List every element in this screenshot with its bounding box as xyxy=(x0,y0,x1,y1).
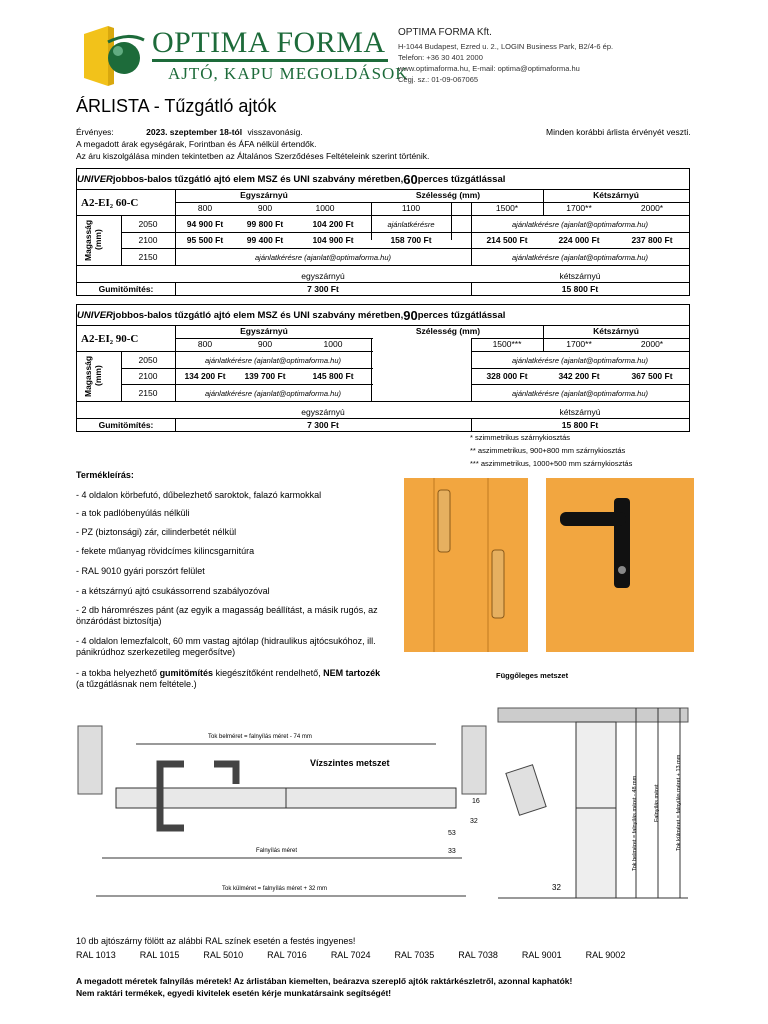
ral-color: RAL 1013 xyxy=(76,950,116,960)
dim-v-outer: Tok külméret = falnyílás méret + 13 mm xyxy=(676,754,682,852)
dim-opening: Falnyílás méret xyxy=(256,848,298,854)
footnote: *** aszimmetrikus, 1000+500 mm szárnykiosztás xyxy=(470,459,633,468)
width-col: 2000* xyxy=(640,203,664,213)
width-col: 900 xyxy=(257,339,273,349)
single-header: Egyszárnyú xyxy=(240,190,288,200)
height-value: 2050 xyxy=(138,354,158,365)
footnote: * szimmetrikus szárnykiosztás xyxy=(470,433,571,442)
footer-note: Nem raktári termékek, egyedi kivitelek esetén kérje munkatársaink segítségét! xyxy=(76,988,392,998)
price-cell: 139 700 Ft xyxy=(244,370,286,381)
info-line-2: Az áru kiszolgálása minden tekintetben az Általános Szerződéses Feltételeink szerint történik. xyxy=(76,151,430,161)
price-cell: 104 900 Ft xyxy=(312,234,354,245)
request-note: ajánlatkérésre (ajanlat@optimaforma.hu) xyxy=(511,252,648,262)
seal-double-label: kétszárnyú xyxy=(559,270,601,281)
price-cell: 328 000 Ft xyxy=(486,370,528,381)
width-col: 900 xyxy=(257,203,273,213)
ral-color: RAL 7035 xyxy=(394,950,435,960)
height-value: 2050 xyxy=(138,218,158,229)
handle-photo xyxy=(546,478,694,652)
width-col: 1700** xyxy=(566,339,592,349)
height-label: Magasság (mm) xyxy=(83,355,103,397)
company-phone: Telefon: +36 30 401 2000 xyxy=(398,53,483,62)
height-label: Magasság (mm) xyxy=(83,219,103,261)
price-cell: 134 200 Ft xyxy=(184,370,226,381)
width-col: 1700** xyxy=(566,203,592,213)
request-note: ajánlatkérésre (ajanlat@optimaforma.hu) xyxy=(204,388,341,398)
ral-color: RAL 9001 xyxy=(521,950,562,960)
ral-color: RAL 5010 xyxy=(203,950,244,960)
validity-line: Érvényes: 2023. szeptember 18-tól visszavonásig. xyxy=(76,127,303,137)
dim-value: 53 xyxy=(448,830,456,837)
dim-v-inner: Tok belméret = falnyílás méret - 48 mm xyxy=(632,775,638,871)
seal-double-price: 15 800 Ft xyxy=(561,419,599,430)
request-note: ajánlatkérésre (ajanlat@optimaforma.hu) xyxy=(204,355,341,365)
brand-divider xyxy=(152,59,388,62)
price-cell: 342 200 Ft xyxy=(558,370,600,381)
height-value: 2100 xyxy=(138,370,158,381)
ral-color: RAL 1015 xyxy=(139,950,180,960)
width-col: 2000* xyxy=(640,339,664,349)
price-cell: 224 000 Ft xyxy=(558,234,600,245)
seal-label: Gumitömítés: xyxy=(98,283,154,294)
price-cell: 94 900 Ft xyxy=(186,218,224,229)
price-cell: 237 800 Ft xyxy=(631,234,673,245)
description-item: - 4 oldalon körbefutó, dűbelezhető saroktok, falazó karmokkal xyxy=(76,490,322,500)
single-header: Egyszárnyú xyxy=(240,326,288,336)
price-cell: 367 500 Ft xyxy=(631,370,673,381)
ral-text: 10 db ajtószárny fölött az alábbi RAL színek esetén a festés ingyenes! xyxy=(76,936,356,946)
seal-single-price: 7 300 Ft xyxy=(307,283,339,294)
description-item: - PZ (biztonsági) zár, cilinderbetét nélkül xyxy=(76,527,237,537)
height-value: 2100 xyxy=(138,234,158,245)
width-col: 800 xyxy=(197,339,213,349)
ral-color: RAL 7038 xyxy=(458,950,498,960)
description-item: - fekete műanyag rövidcímes kilincsgarnitúra xyxy=(76,546,255,556)
height-value: 2150 xyxy=(138,387,158,398)
dim-tok-outer: Tok külméret = falnyílás méret + 32 mm xyxy=(222,886,328,892)
price-cell: 104 200 Ft xyxy=(312,218,354,229)
price-cell: 95 500 Ft xyxy=(186,234,224,245)
height-value: 2150 xyxy=(138,251,158,262)
width-header: Szélesség (mm) xyxy=(415,326,481,336)
table-heading: UNIVER jobbos-balos tűzgátló ajtó elem MSZ és UNI szabvány méretben, 90 perces tűzgátlással xyxy=(77,307,506,323)
price-table-90 xyxy=(76,304,690,432)
table-code: A2-EI₂ 60-C xyxy=(81,196,139,209)
price-cell: 99 400 Ft xyxy=(246,234,284,245)
ral-color: RAL 7024 xyxy=(330,950,371,960)
dim-value: 33 xyxy=(448,848,456,855)
footnote: ** aszimmetrikus, 900+800 mm szárnykiosztás xyxy=(470,446,626,455)
brand-subtitle: AJTÓ, KAPU MEGOLDÁSOK xyxy=(168,64,409,83)
table-heading: UNIVER jobbos-balos tűzgátló ajtó elem MSZ és UNI szabvány méretben, 60 perces tűzgátlással xyxy=(77,171,506,187)
description-item: - 2 db háromrészes pánt (az egyik a magasság beállítást, a másik rugós, az önzáródást biztosítja) xyxy=(76,605,378,626)
footer-note: A megadott méretek falnyílás méretek! Az árlistában kiemelten, beárazva szereplő ajtók raktárkészletről, azonnal kaphatók! xyxy=(76,976,573,986)
description-title: Termékleírás: xyxy=(76,470,134,480)
price-cell: 214 500 Ft xyxy=(486,234,528,245)
width-col: 1000 xyxy=(315,203,335,213)
price-cell: 145 800 Ft xyxy=(312,370,354,381)
width-col: 1500* xyxy=(495,203,519,213)
dim-value: 16 xyxy=(472,798,480,805)
dim-v-opening: Falnyílás méret xyxy=(654,784,660,822)
price-table-60 xyxy=(76,168,690,296)
width-col: 1500*** xyxy=(492,339,522,349)
description-item: - a kétszárnyú ajtó csukássorrend szabályozóval xyxy=(76,586,270,596)
request-note: ajánlatkérésre xyxy=(387,219,435,229)
price-cell: 158 700 Ft xyxy=(390,234,432,245)
request-note: ajánlatkérésre (ajanlat@optimaforma.hu) xyxy=(511,388,648,398)
seal-double-label: kétszárnyú xyxy=(559,406,601,417)
brand-name: OPTIMA FORMA xyxy=(152,26,386,59)
company-name: OPTIMA FORMA Kft. xyxy=(398,27,492,38)
request-note: ajánlatkérésre (ajanlat@optimaforma.hu) xyxy=(254,252,391,262)
page-title: ÁRLISTA - Tűzgátló ajtók xyxy=(76,96,277,116)
width-col: 1100 xyxy=(401,203,421,213)
ral-color: RAL 7016 xyxy=(267,950,307,960)
description-item: - RAL 9010 gyári porszórt felület xyxy=(76,566,205,576)
technical-drawing xyxy=(76,668,696,908)
width-header: Szélesség (mm) xyxy=(415,190,481,200)
request-note: ajánlatkérésre (ajanlat@optimaforma.hu) xyxy=(511,219,648,229)
horizontal-section-title: Vízszintes metszet xyxy=(310,758,390,768)
description-item: - a tok padlóbenyúlás nélküli xyxy=(76,508,190,518)
seal-double-price: 15 800 Ft xyxy=(561,283,599,294)
info-line-1: A megadott árak egységárak, Forintban és ÁFA nélkül értendők. xyxy=(76,139,317,149)
ral-color-list xyxy=(76,950,649,960)
width-col: 1000 xyxy=(323,339,343,349)
description-item: - 4 oldalon lemezfalcolt, 60 mm vastag ajtólap (hidraulikus ajtócsukóhoz, ill. pánikrúdhoz szerkezetileg megerősítve) xyxy=(76,636,376,657)
seal-label: Gumitömítés: xyxy=(98,419,154,430)
validity-note: Minden korábbi árlista érvényét veszti. xyxy=(546,127,691,137)
dim-tok-inner: Tok belméret = falnyílás méret - 74 mm xyxy=(208,734,312,740)
seal-single-label: egyszárnyú xyxy=(301,270,345,281)
company-web: www.optimaforma.hu, E-mail: optima@optimaforma.hu xyxy=(398,64,580,73)
table-code: A2-EI₂ 90-C xyxy=(81,332,139,345)
seal-single-price: 7 300 Ft xyxy=(307,419,339,430)
request-note: ajánlatkérésre (ajanlat@optimaforma.hu) xyxy=(511,355,648,365)
dim-value: 32 xyxy=(470,818,478,825)
company-address: H-1044 Budapest, Ezred u. 2., LOGIN Business Park, B2/4-6 ép. xyxy=(398,42,614,51)
description-item-seal: - a tokba helyezhető gumitömítés kiegészítőként rendelhető, NEM tartozék (a tűzgátlásnak nem feltétele.) xyxy=(76,668,381,689)
double-header: Kétszárnyú xyxy=(593,190,639,200)
company-logo xyxy=(78,24,148,88)
width-col: 800 xyxy=(197,203,213,213)
ral-color: RAL 9002 xyxy=(585,950,626,960)
dim-value: 32 xyxy=(552,883,561,892)
double-header: Kétszárnyú xyxy=(593,326,639,336)
seal-single-label: egyszárnyú xyxy=(301,406,345,417)
company-reg: Cégj. sz.: 01-09-067065 xyxy=(398,75,479,84)
hinge-photo xyxy=(404,478,528,652)
vertical-section-title: Függőleges metszet xyxy=(496,671,569,680)
price-cell: 99 800 Ft xyxy=(246,218,284,229)
